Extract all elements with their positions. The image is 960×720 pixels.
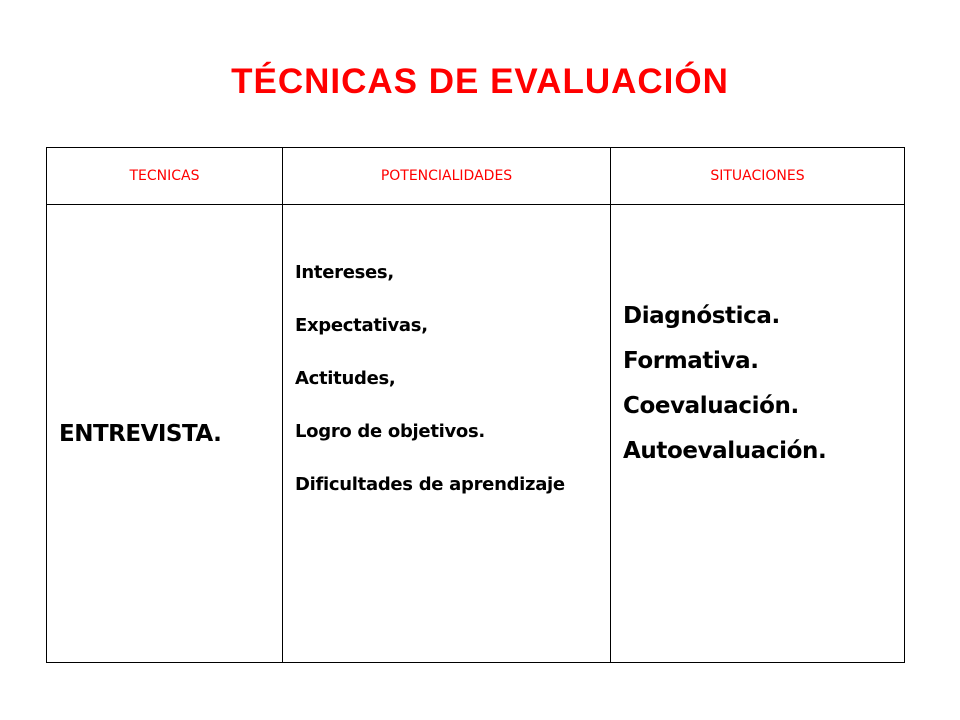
page-title: TÉCNICAS DE EVALUACIÓN [231, 62, 729, 101]
cell-tecnica [47, 205, 283, 663]
list-item: Diagnóstica. [623, 303, 780, 329]
table-header-row [47, 148, 905, 205]
situaciones-list [611, 205, 904, 467]
list-item: Formativa. [623, 348, 759, 374]
header-situaciones: SITUACIONES [611, 148, 905, 205]
list-item: Expectativas, [295, 315, 428, 336]
cell-potencialidades [283, 205, 611, 663]
cell-situaciones [611, 205, 905, 663]
evaluation-techniques-table [46, 147, 905, 663]
table-row [47, 205, 905, 663]
list-item: Intereses, [295, 262, 394, 283]
list-item: Actitudes, [295, 368, 396, 389]
tecnica-label: ENTREVISTA. [59, 420, 222, 447]
list-item: Autoevaluación. [623, 438, 827, 464]
list-item: Dificultades de aprendizaje [295, 474, 565, 495]
list-item: Coevaluación. [623, 393, 799, 419]
header-potencialidades: POTENCIALIDADES [283, 148, 611, 205]
list-item: Logro de objetivos. [295, 421, 485, 442]
header-tecnicas: TECNICAS [47, 148, 283, 205]
potencialidades-list [283, 205, 610, 497]
